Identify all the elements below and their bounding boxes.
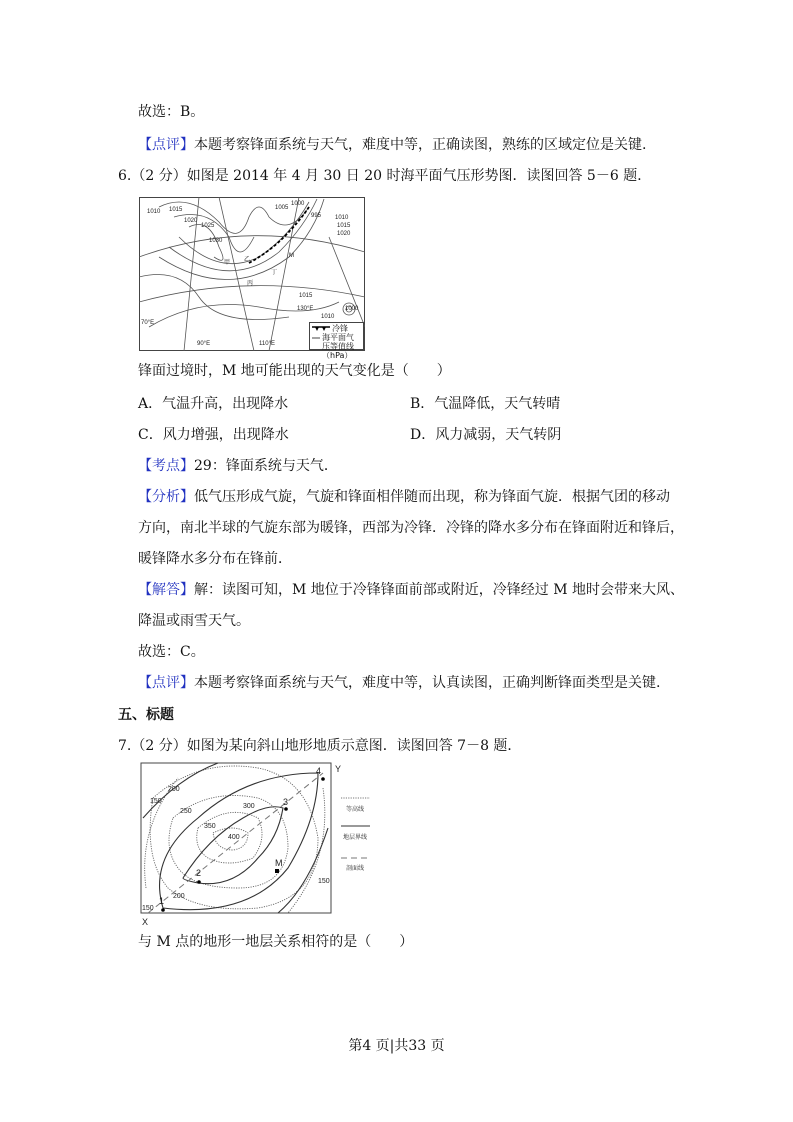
isobar-label: 1015 (169, 207, 183, 213)
isobar-label: 1010 (335, 215, 349, 221)
kaodian-tag: 【考点】 (138, 458, 194, 474)
isobar-label: 1010 (321, 314, 335, 320)
map-legend (309, 322, 364, 360)
longitude-label: 110°E (259, 341, 275, 347)
cold-front-symbol (312, 324, 330, 332)
place-label: 乙 (244, 257, 251, 263)
longitude-label: 130°E (297, 306, 314, 312)
q6-comment (138, 674, 660, 692)
place-label: 甲 (224, 260, 231, 266)
jieda-line-2: 降温或雨雪天气。 (138, 613, 250, 629)
place-label: 丙 (247, 281, 254, 287)
point-label: 3 (283, 797, 289, 807)
comment-tag: 【点评】 (138, 675, 194, 691)
option-d: D．风力减弱，天气转阴 (410, 427, 562, 443)
option-b: B．气温降低，天气转晴 (410, 396, 561, 412)
contour-label: 350 (204, 823, 216, 830)
point-label: Y (335, 764, 342, 774)
q7-geology-map (138, 758, 388, 930)
q6-stem: 6.（2 分）如图是 2014 年 4 月 30 日 20 时海平面气压形势图．读图回答 5－6 题． (118, 168, 652, 184)
q6-question: 锋面过境时，M 地可能出现的天气变化是（ ） (138, 363, 451, 379)
point-label: X (142, 917, 149, 927)
legend-profile-line: 剖面线 (346, 866, 365, 872)
point-label: 4 (316, 766, 322, 776)
prev-answer: 故选：B。 (138, 104, 205, 120)
isobar-label: 1020 (184, 218, 198, 224)
fenxi-tag: 【分析】 (138, 489, 194, 505)
kaodian-text: 29：锋面系统与天气． (194, 458, 338, 474)
legend-cold-front: 冷锋 (332, 324, 348, 333)
fenxi-text: 低气压形成气旋，气旋和锋面相伴随而出现，称为锋面气旋．根据气团的移动 (194, 489, 670, 505)
jieda-text: 解：读图可知，M 地位于冷锋锋面前部或附近，冷锋经过 M 地时会带来大风、 (194, 582, 685, 598)
legend-stratum-boundary: 地层界线 (343, 835, 368, 841)
fenxi (138, 488, 670, 506)
longitude-label: 70°E (141, 320, 155, 326)
jieda-tag: 【解答】 (138, 582, 194, 598)
point-label: M (275, 858, 283, 868)
isobar-label: 1000 (291, 201, 305, 207)
isobar-label: 1030 (209, 238, 223, 244)
contour-label: 200 (173, 893, 185, 900)
contour-label: 300 (243, 803, 255, 810)
isobar-label: 1020 (337, 231, 351, 237)
page-footer: 第4 页|共33 页 (348, 1038, 445, 1054)
contour-label: 200 (168, 786, 180, 793)
comment-text: 本题考察锋面系统与天气，难度中等，认真读图，正确判断锋面类型是关键. (194, 675, 661, 691)
q7-stem: 7.（2 分）如图为某向斜山地形地质示意图．读图回答 7－8 题． (118, 738, 522, 754)
contour-label: 150 (150, 798, 162, 805)
legend-isobar: 海平面气压等值线（hPa） (322, 333, 354, 360)
q6-answer: 故选：C。 (138, 644, 205, 660)
place-label: 丁 (271, 270, 278, 276)
isobar-label: 1015 (337, 223, 351, 229)
isobar-label: 1025 (201, 223, 215, 229)
section-heading: 五、标题 (118, 707, 174, 723)
point-label: 2 (196, 868, 202, 878)
isobar-label: 1005 (275, 205, 289, 211)
point-label: 1 (159, 896, 165, 906)
fenxi-line-2: 方向，南北半球的气旋东部为暖锋，西部为冷锋．冷锋的降水多分布在锋面附近和锋后， (138, 520, 684, 536)
isobar-label: 1000 (345, 306, 359, 312)
comment-text: 本题考察锋面系统与天气，难度中等，正确读图，熟练的区域定位是关键. (194, 137, 647, 153)
option-c: C．风力增强，出现降水 (138, 427, 289, 443)
comment-tag: 【点评】 (138, 137, 194, 153)
longitude-label: 90°E (197, 341, 211, 347)
legend-contour: 等高线 (346, 807, 365, 813)
contour-label: 150 (318, 878, 330, 885)
place-label: M (289, 253, 294, 259)
isobar-label: 1010 (147, 209, 161, 215)
contour-label: 150 (142, 905, 154, 912)
isobar-symbol (312, 333, 320, 341)
option-a: A．气温升高，出现降水 (138, 396, 289, 412)
jieda (138, 581, 684, 599)
isobar-label: 995 (311, 213, 322, 219)
q7-question: 与 M 点的地形一地层关系相符的是（ ） (138, 934, 414, 950)
prev-comment (138, 136, 646, 154)
contour-label: 250 (180, 808, 192, 815)
isobar-label: 1015 (299, 293, 313, 299)
kaodian (138, 457, 338, 475)
fenxi-line-3: 暖锋降水多分布在锋前． (138, 551, 292, 567)
contour-label: 400 (228, 834, 240, 841)
